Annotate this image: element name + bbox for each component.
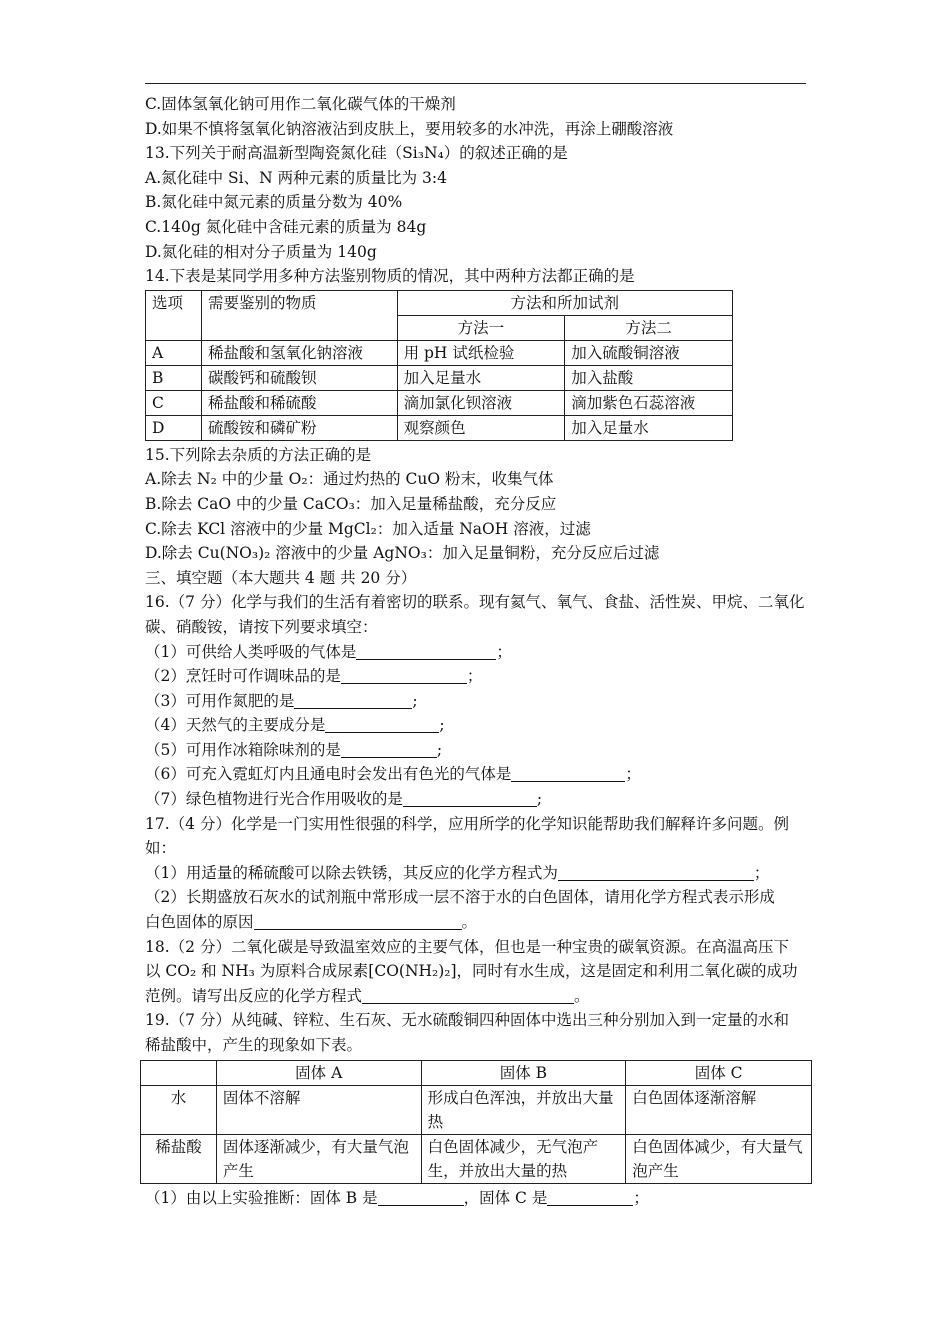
q19-head-a: 固体 A xyxy=(216,1060,421,1085)
q16-item-text: （2）烹饪时可作调味品的是 xyxy=(145,667,341,686)
answer-blank[interactable] xyxy=(547,1189,633,1206)
q17-part2-end: 。 xyxy=(461,913,478,932)
q16-item xyxy=(145,640,809,665)
q17-part1-end: ； xyxy=(753,863,770,882)
table-row xyxy=(146,365,733,390)
q17-part2-line1: （2）长期盛放石灰水的试剂瓶中常形成一层不溶于水的白色固体，请用化学方程式表示形成 xyxy=(145,888,775,907)
exam-content xyxy=(145,92,809,1210)
q13-stem: 13.下列关于耐高温新型陶瓷氮化硅（Si₃N₄）的叙述正确的是 xyxy=(145,144,568,163)
q17-intro-line2: 如： xyxy=(145,839,177,858)
q15-option-b: B.除去 CaO 中的少量 CaCO₃：加入足量稀盐酸，充分反应 xyxy=(145,494,557,513)
q15-option-d: D.除去 Cu(NO₃)₂ 溶液中的少量 AgNO₃：加入足量铜粉，充分反应后过滤 xyxy=(145,544,660,563)
q14-table xyxy=(145,290,733,441)
q19-cell-c: 白色固体逐渐溶解 xyxy=(626,1085,812,1134)
q15-option-c: C.除去 KCl 溶液中的少量 MgCl₂：加入适量 NaOH 溶液，过滤 xyxy=(145,519,591,538)
q14-cell-substance: 碳酸钙和硫酸钡 xyxy=(201,365,397,390)
q19-cell-b: 白色固体减少，无气泡产生，并放出大量的热 xyxy=(421,1134,626,1183)
table-row xyxy=(146,415,733,440)
answer-blank[interactable] xyxy=(341,667,467,684)
q15-option-a: A.除去 N₂ 中的少量 O₂：通过灼热的 CuO 粉末，收集气体 xyxy=(145,470,554,489)
q16-item xyxy=(145,762,809,787)
q16-item-text: （7）绿色植物进行光合作用吸收的是 xyxy=(145,790,403,809)
q16-item-end: ; xyxy=(439,716,445,735)
q14-cell-substance: 稀盐酸和稀硫酸 xyxy=(201,390,397,415)
q18-text: 范例。请写出反应的化学方程式 xyxy=(145,986,363,1005)
q16-item-end: ； xyxy=(466,667,483,686)
q19-table xyxy=(140,1060,812,1184)
answer-blank[interactable] xyxy=(294,692,412,709)
q19-cell-a: 固体不溶解 xyxy=(216,1085,421,1134)
q19-head-empty xyxy=(141,1060,217,1085)
q16-stem-line2: 碳、硝酸铵，请按下列要求填空： xyxy=(145,617,378,636)
answer-blank[interactable] xyxy=(558,864,754,881)
q13-option-a: A.氮化硅中 Si、N 两种元素的质量比为 3:4 xyxy=(145,168,447,187)
q16-item xyxy=(145,738,809,763)
q16-item-text: （1）可供给人类呼吸的气体是 xyxy=(145,642,357,661)
q19-part1 xyxy=(145,1186,809,1211)
q14-head-method1: 方法一 xyxy=(397,315,565,340)
q16-item-end: ； xyxy=(496,642,512,661)
q19-row-label: 水 xyxy=(141,1085,217,1134)
q17-part1 xyxy=(145,861,809,886)
q18-line1: 18.（2 分）二氧化碳是导致温室效应的主要气体，但也是一种宝贵的碳氧资源。在高温高压下 xyxy=(145,937,789,956)
answer-blank[interactable] xyxy=(341,741,437,758)
answer-blank[interactable] xyxy=(356,643,496,660)
q14-head-substance: 需要鉴别的物质 xyxy=(201,290,397,340)
q16-item xyxy=(145,689,809,714)
q14-cell-substance: 稀盐酸和氢氧化钠溶液 xyxy=(201,340,397,365)
q14-cell-method2: 加入硫酸铜溶液 xyxy=(565,340,733,365)
q12-option-d: D.如果不慎将氢氧化钠溶液沾到皮肤上，要用较多的水冲洗，再涂上硼酸溶液 xyxy=(145,119,674,138)
q12-option-c: C.固体氢氧化钠可用作二氧化碳气体的干燥剂 xyxy=(145,95,456,113)
q14-stem: 14.下表是某同学用多种方法鉴别物质的情况，其中两种方法都正确的是 xyxy=(145,267,635,286)
q14-cell-option: D xyxy=(146,415,202,440)
answer-blank[interactable] xyxy=(362,987,574,1004)
q16-item xyxy=(145,664,809,689)
answer-blank[interactable] xyxy=(254,913,462,930)
q16-item-text: （3）可用作氮肥的是 xyxy=(145,691,295,710)
q19-part1-text-a: （1）由以上实验推断：固体 B 是 xyxy=(145,1188,378,1207)
q16-item-end: ; xyxy=(536,790,543,809)
q19-cell-c: 白色固体减少，有大量气泡产生 xyxy=(626,1134,812,1183)
q19-line1: 19.（7 分）从纯碱、锌粒、生石灰、无水硫酸铜四种固体中选出三种分别加入到一定量的水和 xyxy=(145,1011,789,1030)
q14-cell-method1: 观察颜色 xyxy=(397,415,565,440)
q16-item-text: （5）可用作冰箱除味剂的是 xyxy=(145,740,341,759)
table-row xyxy=(146,390,733,415)
answer-blank[interactable] xyxy=(403,790,537,807)
q18-line2: 以 CO₂ 和 NH₃ 为原料合成尿素[CO(NH₂)₂]，同时有水生成，这是固定和利用二氧化碳的成功 xyxy=(145,962,798,981)
q15-stem: 15.下列除去杂质的方法正确的是 xyxy=(145,445,372,464)
q14-cell-method2: 加入足量水 xyxy=(565,415,733,440)
q19-part1-end: ； xyxy=(633,1188,649,1207)
q14-cell-substance: 硫酸铵和磷矿粉 xyxy=(201,415,397,440)
q17-part2-line2 xyxy=(145,910,809,935)
q19-cell-b: 形成白色浑浊，并放出大量热 xyxy=(421,1085,626,1134)
answer-blank[interactable] xyxy=(511,765,625,782)
q16-item-end: ; xyxy=(412,691,418,710)
q19-part1-text-b: ，固体 C 是 xyxy=(463,1188,548,1207)
q19-head-b: 固体 B xyxy=(421,1060,626,1085)
q13-option-c: C.140g 氮化硅中含硅元素的质量为 84g xyxy=(145,217,427,236)
section-heading: 三、填空题（本大题共 4 题 共 20 分） xyxy=(145,568,417,587)
q17-part1-text: （1）用适量的稀硫酸可以除去铁锈，其反应的化学方程式为 xyxy=(145,863,558,882)
q16-item-text: （6）可充入霓虹灯内且通电时会发出有色光的气体是 xyxy=(145,765,512,784)
q14-cell-option: B xyxy=(146,365,202,390)
q16-item xyxy=(145,787,809,812)
q16-item xyxy=(145,713,809,738)
q14-head-methods: 方法和所加试剂 xyxy=(397,290,732,315)
table-row xyxy=(146,340,733,365)
q13-option-b: B.氮化硅中氮元素的质量分数为 40% xyxy=(145,193,403,212)
q14-head-method2: 方法二 xyxy=(565,315,733,340)
q14-cell-method1: 加入足量水 xyxy=(397,365,565,390)
q16-stem-line1: 16.（7 分）化学与我们的生活有着密切的联系。现有氦气、氧气、食盐、活性炭、甲烷、二氧化 xyxy=(145,593,805,612)
table-row xyxy=(141,1134,812,1183)
q13-option-d: D.氮化硅的相对分子质量为 140g xyxy=(145,242,377,261)
q14-cell-option: C xyxy=(146,390,202,415)
q14-cell-option: A xyxy=(146,340,202,365)
q19-row-label: 稀盐酸 xyxy=(141,1134,217,1183)
q19-head-c: 固体 C xyxy=(626,1060,812,1085)
q17-intro-line1: 17.（4 分）化学是一门实用性很强的科学，应用所学的化学知识能帮助我们解释许多问题。例 xyxy=(145,814,789,833)
table-row xyxy=(141,1085,812,1134)
q14-cell-method1: 用 pH 试纸检验 xyxy=(397,340,565,365)
q18-line3 xyxy=(145,984,809,1009)
q19-cell-a: 固体逐渐减少，有大量气泡产生 xyxy=(216,1134,421,1183)
q18-end: 。 xyxy=(574,986,590,1005)
q19-line2: 稀盐酸中，产生的现象如下表。 xyxy=(145,1036,363,1054)
answer-blank[interactable] xyxy=(378,1189,464,1206)
q16-item-end: ; xyxy=(436,740,443,759)
q17-part2-text: 白色固体的原因 xyxy=(145,913,254,932)
q14-cell-method2: 加入盐酸 xyxy=(565,365,733,390)
q14-cell-method1: 滴加氯化钡溶液 xyxy=(397,390,565,415)
q14-cell-method2: 滴加紫色石蕊溶液 xyxy=(565,390,733,415)
q16-item-end: ； xyxy=(625,765,641,784)
q16-item-text: （4）天然气的主要成分是 xyxy=(145,716,326,735)
header-rule xyxy=(145,83,806,84)
answer-blank[interactable] xyxy=(325,716,439,733)
q14-head-option: 选项 xyxy=(146,290,202,340)
